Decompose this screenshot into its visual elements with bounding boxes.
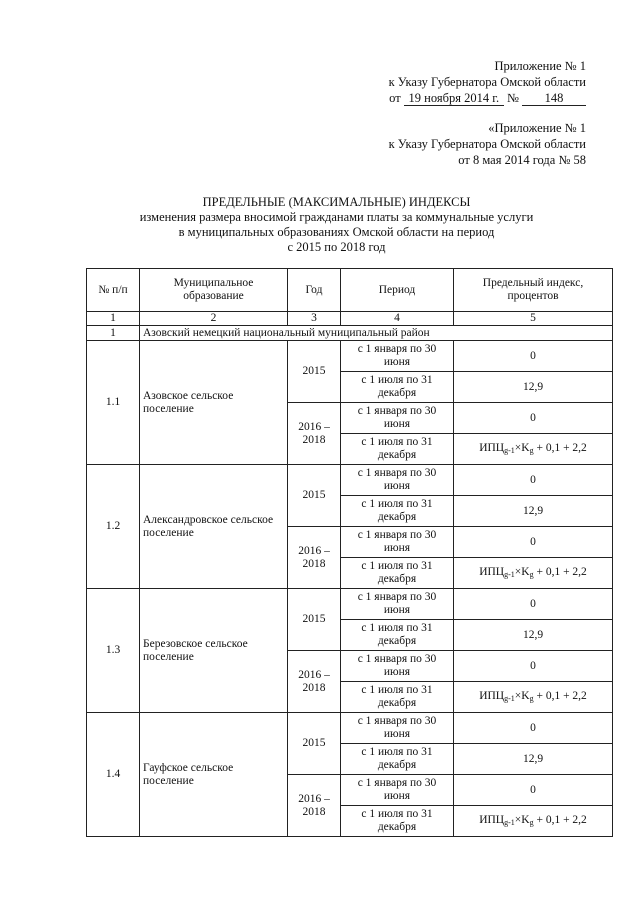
- period-cell: с 1 января по 30 июня: [341, 713, 454, 744]
- appendix-header: [389, 58, 586, 106]
- year-cell: 2016 – 2018: [288, 651, 341, 713]
- settlement-num: 1.1: [87, 341, 140, 465]
- index-cell: 12,9: [454, 372, 613, 403]
- period-cell: с 1 июля по 31 декабря: [341, 744, 454, 775]
- period-cell: с 1 января по 30 июня: [341, 341, 454, 372]
- period-cell: с 1 июля по 31 декабря: [341, 372, 454, 403]
- prev-appendix-title: «Приложение № 1: [488, 121, 586, 135]
- prev-appendix-date: от 8 мая 2014 года № 58: [458, 153, 586, 167]
- period-cell: с 1 июля по 31 декабря: [341, 496, 454, 527]
- appendix-title: Приложение № 1: [494, 59, 586, 73]
- index-cell: $ИПЦ_{g-1}\times K_g + 0,1 + 2,2$: [454, 806, 613, 837]
- index-cell: 0: [454, 403, 613, 434]
- settlement-name: Азовское сельское поселение: [140, 341, 288, 465]
- table-row: [87, 589, 613, 620]
- header-index: Предельный индекс, процентов: [454, 269, 613, 312]
- settlement-num: 1.2: [87, 465, 140, 589]
- period-cell: с 1 января по 30 июня: [341, 465, 454, 496]
- period-cell: с 1 июля по 31 декабря: [341, 620, 454, 651]
- table-row: [87, 465, 613, 496]
- year-cell: 2015: [288, 465, 341, 527]
- header-municipality: Муниципальное образование: [140, 269, 288, 312]
- index-cell: $ИПЦ_{g-1}\times K_g + 0,1 + 2,2$: [454, 682, 613, 713]
- index-cell: $ИПЦ_{g-1}\times K_g + 0,1 + 2,2$: [454, 558, 613, 589]
- period-cell: с 1 июля по 31 декабря: [341, 434, 454, 465]
- appendix-decree: к Указу Губернатора Омской области: [388, 75, 586, 89]
- year-cell: 2016 – 2018: [288, 775, 341, 837]
- district-name: Азовский немецкий национальный муниципальный район: [140, 326, 613, 341]
- period-cell: с 1 июля по 31 декабря: [341, 558, 454, 589]
- index-cell: 0: [454, 651, 613, 682]
- column-number-row: [87, 312, 613, 326]
- prev-appendix-decree: к Указу Губернатора Омской области: [388, 137, 586, 151]
- period-cell: с 1 января по 30 июня: [341, 651, 454, 682]
- header-period: Период: [341, 269, 454, 312]
- index-cell: 0: [454, 527, 613, 558]
- index-cell: 12,9: [454, 620, 613, 651]
- table-row: [87, 713, 613, 744]
- period-cell: с 1 января по 30 июня: [341, 589, 454, 620]
- decree-date: 19 ноября 2014 г.: [404, 91, 504, 106]
- year-cell: 2016 – 2018: [288, 403, 341, 465]
- period-cell: с 1 января по 30 июня: [341, 527, 454, 558]
- col-number: 5: [454, 312, 613, 326]
- header-num: № п/п: [87, 269, 140, 312]
- district-num: 1: [87, 326, 140, 341]
- table-row: [87, 341, 613, 372]
- district-row: [87, 326, 613, 341]
- index-cell: 0: [454, 713, 613, 744]
- settlement-name: Березовское сельское поселение: [140, 589, 288, 713]
- index-cell: 0: [454, 775, 613, 806]
- settlement-num: 1.3: [87, 589, 140, 713]
- decree-number: 148: [522, 91, 586, 106]
- document-title: [84, 195, 589, 255]
- appendix-date-line: [389, 90, 586, 106]
- period-cell: с 1 июля по 31 декабря: [341, 806, 454, 837]
- header-year: Год: [288, 269, 341, 312]
- year-cell: 2015: [288, 589, 341, 651]
- year-cell: 2016 – 2018: [288, 527, 341, 589]
- title-line-3: в муниципальных образованиях Омской области на период: [178, 225, 495, 239]
- col-number: 2: [140, 312, 288, 326]
- settlement-name: Гауфское сельское поселение: [140, 713, 288, 837]
- col-number: 1: [87, 312, 140, 326]
- index-cell: 0: [454, 465, 613, 496]
- period-cell: с 1 июля по 31 декабря: [341, 682, 454, 713]
- index-cell: 0: [454, 589, 613, 620]
- settlement-name: Александровское сельское поселение: [140, 465, 288, 589]
- title-line-2: изменения размера вносимой гражданами платы за коммунальные услуги: [139, 210, 534, 224]
- index-cell: $ИПЦ_{g-1}\times K_g + 0,1 + 2,2$: [454, 434, 613, 465]
- title-line-1: ПРЕДЕЛЬНЫЕ (МАКСИМАЛЬНЫЕ) ИНДЕКСЫ: [202, 195, 471, 209]
- previous-appendix-header: [389, 120, 586, 168]
- table-header-row: [87, 269, 613, 312]
- year-cell: 2015: [288, 713, 341, 775]
- index-cell: 12,9: [454, 744, 613, 775]
- period-cell: с 1 января по 30 июня: [341, 403, 454, 434]
- title-line-4: с 2015 по 2018 год: [287, 240, 386, 254]
- year-cell: 2015: [288, 341, 341, 403]
- settlement-num: 1.4: [87, 713, 140, 837]
- col-number: 4: [341, 312, 454, 326]
- index-cell: 12,9: [454, 496, 613, 527]
- number-prefix: №: [506, 91, 519, 105]
- index-cell: 0: [454, 341, 613, 372]
- period-cell: с 1 января по 30 июня: [341, 775, 454, 806]
- index-table: [86, 268, 613, 837]
- date-prefix: от: [389, 91, 401, 105]
- col-number: 3: [288, 312, 341, 326]
